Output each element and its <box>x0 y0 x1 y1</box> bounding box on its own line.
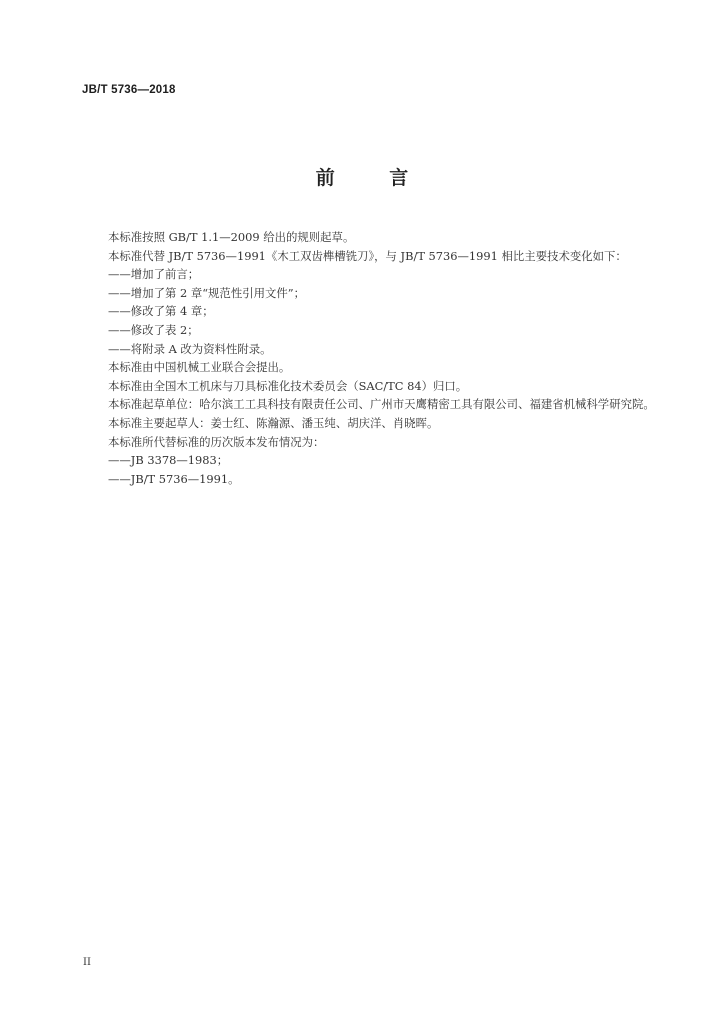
previous-edition-item: ——JB/T 5736—1991。 <box>108 471 240 486</box>
standard-code: JB/T 5736—2018 <box>82 84 176 96</box>
paragraph-drafting-units: 本标准起草单位：哈尔滨工工具科技有限责任公司、广州市天鹰精密工具有限公司、福建省机械科学研究院。 <box>108 397 655 412</box>
paragraph-replacement: 本标准代替 JB/T 5736—1991《木工双齿榫槽铣刀》，与 JB/T 5736—1991 相比主要技术变化如下： <box>108 248 627 263</box>
change-item: ——修改了表 2； <box>108 322 199 337</box>
previous-edition-item: ——JB 3378—1983； <box>108 453 229 468</box>
paragraph-drafting-rules: 本标准按照 GB/T 1.1—2009 给出的规则起草。 <box>108 230 355 244</box>
section-title: 前 言 <box>315 167 433 189</box>
paragraph-committee: 本标准由全国木工机床与刀具标准化技术委员会（SAC/TC 84）归口。 <box>108 378 468 393</box>
change-item: ——将附录 A 改为资料性附录。 <box>108 341 272 356</box>
change-item: ——增加了第 2 章“规范性引用文件”； <box>108 285 305 300</box>
paragraph-proposer: 本标准由中国机械工业联合会提出。 <box>108 360 291 375</box>
change-item: ——修改了第 4 章； <box>108 304 214 319</box>
paragraph-previous-editions: 本标准所代替标准的历次版本发布情况为： <box>108 434 325 449</box>
page-number: II <box>83 957 91 968</box>
foreword-body <box>86 228 664 488</box>
paragraph-drafters: 本标准主要起草人：姜士红、陈瀚源、潘玉纯、胡庆洋、肖晓晖。 <box>108 415 439 430</box>
change-item: ——增加了前言； <box>108 267 200 282</box>
